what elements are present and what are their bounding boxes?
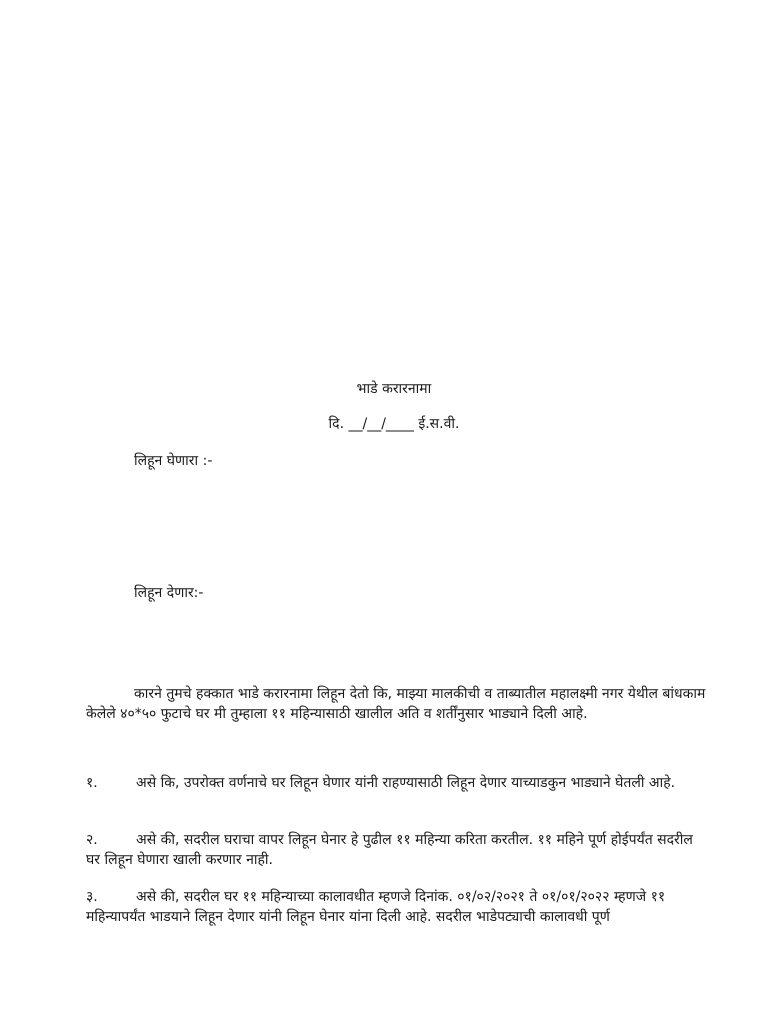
date-line: दि. __/__/____ ई.स.वी. [328,416,460,432]
document-title: भाडे करारनामा [356,381,432,397]
intro-paragraph-text: कारने तुमचे हक्कात भाडे करारनामा लिहून देतो कि, माझ्या मालकीची व ताब्यातील महालक्ष्मी नगर येथील बांधकाम केलेले ४०*५० फुटाचे घर मी तुम्हाला ११ महिन्यासाठी खालील अति व शर्तींनुसार भाड्याने दिली आहे. [86,686,706,722]
clause-number: १. [86,775,98,791]
intro-paragraph [86,684,706,724]
clause-number: २. [86,832,98,848]
clause-1 [86,773,706,793]
clause-text: असे की, सदरील घर ११ महिन्याच्या कालावधीत म्हणजे दिनांक. ०१/०२/२०२१ ते ०१/०१/२०२२ म्हणजे ११ महिन्यापर्यंत भाडयाने लिहून देणार यांनी लिहून घेनार यांना दिली आहे. सदरील भाडेपट्याची कालावधी पूर्ण [86,889,666,925]
recipient-label: लिहून घेणारा :- [134,453,213,469]
clause-number: ३. [86,889,98,905]
clause-3 [86,887,706,927]
clause-text: असे की, सदरील घराचा वापर लिहून घेनार हे पुढील ११ महिन्या करिता करतील. ११ महिने पूर्ण होईपर्यंत सदरील घर लिहून घेणारा खाली करणार नाही. [86,832,693,868]
clause-2 [86,830,706,870]
clause-text: असे कि, उपरोक्त वर्णनाचे घर लिहून घेणार यांनी राहण्यासाठी लिहून देणार याच्याडकुन भाड्याने घेतली आहे. [136,775,676,791]
giver-label: लिहून देणार:- [134,585,204,601]
